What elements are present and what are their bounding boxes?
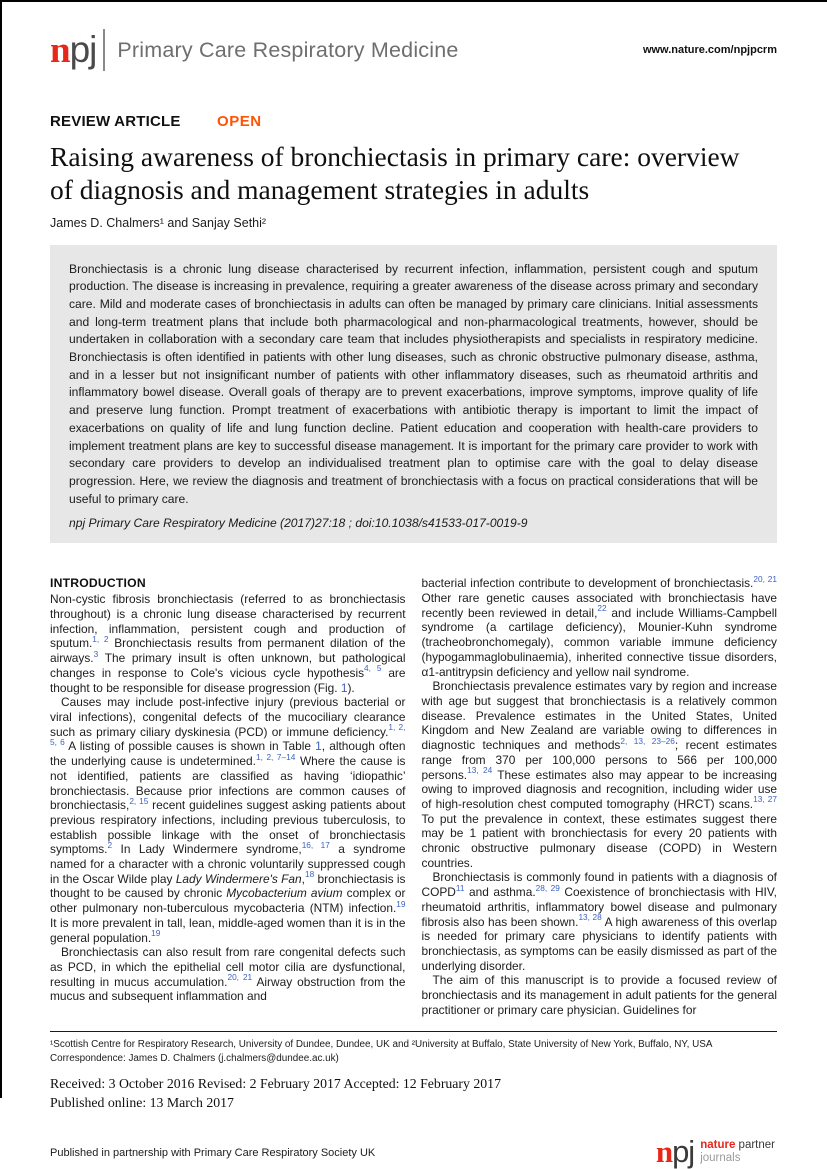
text-run: A listing of possible causes is shown in Table <box>64 739 316 754</box>
citation-ref-link[interactable]: 16, 17 <box>301 839 330 850</box>
partnership-line: Published in partnership with Primary Care Respiratory Society UK <box>50 1146 376 1159</box>
text-run: Airway obstruction from the mucus and subsequent inflammation and <box>50 974 406 1004</box>
text-run: and include Williams-Campbell syndrome (a cartilage deficiency), Mounier-Kuhn syndrome (tracheobronchomegaly), common variable immune deficiency (hypogammaglobulinaemia), inherited connective tissue disorders, α1-antitrypsin deficiency and yellow nail syndrome. <box>421 605 778 679</box>
citation-ref-link[interactable]: 20, 21 <box>753 573 777 584</box>
text-run: Non-cystic fibrosis bronchiectasis (referred to as bronchiectasis throughout) is a chronic lung disease characterised by recurrent infection, inflammation, persistent cough and production of sputum. <box>50 592 406 651</box>
received-dates-line: Received: 3 October 2016 Revised: 2 February 2017 Accepted: 12 February 2017 <box>50 1075 501 1091</box>
text-run: Where the cause is not identified, patients are classified as having ‘idiopathic’ bronchiectasis. Because prior infections are common causes of bronchiectasis, <box>50 754 406 813</box>
citation-ref-link[interactable]: 13, 24 <box>467 765 493 776</box>
paragraph <box>50 592 406 695</box>
cross-ref-link[interactable]: 1 <box>315 739 322 754</box>
column-left <box>50 576 406 1017</box>
journal-header <box>50 29 777 71</box>
footnote-rule <box>50 1031 777 1032</box>
citation-ref-link[interactable]: 11 <box>455 882 465 893</box>
journal-url-link[interactable]: www.nature.com/npjpcrm <box>642 44 777 56</box>
open-access-badge: OPEN <box>217 113 262 130</box>
affiliations: ¹Scottish Centre for Respiratory Research, University of Dundee, Dundee, UK and ²University at Buffalo, State University of New York, Buffalo, NY, USA <box>50 1039 713 1051</box>
citation-ref-link[interactable]: 19 <box>396 898 406 909</box>
text-run: It is more prevalent in tall, lean, middle-aged women than it is in the general population. <box>50 915 406 945</box>
text-run: complex or other pulmonary non-tuberculous mycobacteria (NTM) infection. <box>50 886 406 916</box>
authors-line: James D. Chalmers¹ and Sanjay Sethi² <box>50 215 267 230</box>
citation-ref-link[interactable]: 19 <box>151 928 161 939</box>
bottom-row <box>50 1133 777 1169</box>
text-run: , although often the underlying cause is undetermined. <box>50 739 406 769</box>
text-run: bronchiectasis is thought to be caused by chronic <box>50 871 406 901</box>
title-line-2: of diagnosis and management strategies in adults <box>50 174 590 206</box>
citation-ref-link[interactable]: 13, 28 <box>578 912 602 923</box>
text-run: Coexistence of bronchiectasis with HIV, rheumatoid arthritis, inflammatory bowel disease and pulmonary fibrosis also has been shown. <box>421 885 777 929</box>
text-run: Bronchiectasis prevalence estimates vary by region and increase with age but suggest that bronchiectasis is a relatively common disease. Prevalence estimates in the United States, United Kingdom and New Zealand are variable owing to differences in diagnostic techniques and methods <box>421 679 777 753</box>
text-run: In Lady Windermere syndrome, <box>112 842 302 857</box>
paragraph <box>422 973 778 1017</box>
abstract-box <box>50 245 777 544</box>
title-line-1: Raising awareness of bronchiectasis in primary care: overview <box>50 141 740 172</box>
published-online-line: Published online: 13 March 2017 <box>50 1094 234 1110</box>
text-run: These estimates also may appear to be increasing owing to improved diagnosis and recognition, including wider use of high-resolution chest computed tomography (HRCT) scans. <box>421 767 777 811</box>
text-run: bacterial infection contribute to development of bronchiectasis. <box>421 576 754 591</box>
citation-line <box>69 516 758 530</box>
paragraph <box>50 945 406 1004</box>
text-run: A high awareness of this overlap is needed for primary care physicians to identify patients with bronchiectasis, as symptoms can be easily dismissed as part of the underlying disorder. <box>421 914 777 973</box>
journal-name: Primary Care Respiratory Medicine <box>117 37 459 62</box>
abstract-text: Bronchiectasis is a chronic lung disease characterised by recurrent infection, inflammation, persistent cough and sputum production. The disease is increasing in prevalence, requiring a greater awareness of the disease across primary and secondary care. Mild and moderate cases of bronchiectasis in adults can often be managed by primary care clinicians. Initial assessments and long-term treatment plans that include both pharmacological and non-pharmacological treatments, however, should be undertaken in collaboration with a secondary care team that includes physiotherapists and specialists in respiratory medicine. Bronchiectasis is often identified in patients with other lung diseases, such as chronic obstructive pulmonary disease, asthma, and in a lesser but not insignificant number of patients with other inflammatory diseases, such as rheumatoid arthritis and inflammatory bowel disease. Overall goals of therapy are to prevent exacerbations, improve symptoms, improve quality of life and preserve lung function. Prompt treatment of exacerbations with antibiotic therapy is important to limit the impact of exacerbations on quality of life and lung function decline. Patient education and cooperation with health-care providers to implement treatment plans are key to successful disease management. It is important for the primary care provider to work with secondary care providers to develop an individualised treatment plan to optimise care with the goal to delay disease progression. Here, we review the diagnosis and treatment of bronchiectasis with a focus on practical considerations that will be useful to primary care. <box>69 261 758 506</box>
cross-ref-link[interactable]: 1 <box>340 680 348 695</box>
npj-partner-logo-wordmark <box>655 1133 695 1169</box>
text-run: ; recent estimates range from 370 per 100,000 persons to 566 per 100,000 persons. <box>421 738 777 782</box>
text-run: The aim of this manuscript is to provide a focused review of bronchiectasis and its management in adult patients for the general practitioner or primary care physician. Guidelines for <box>421 973 777 1017</box>
article-type-label: REVIEW ARTICLE <box>50 113 181 130</box>
text-run: and asthma. <box>464 885 536 900</box>
citation-ref-link[interactable]: 2, 15 <box>129 795 149 806</box>
npj-logo-pj: pj <box>69 29 97 70</box>
body-columns <box>50 573 778 1017</box>
npj-logo-n: n <box>50 30 70 71</box>
italic-text: Lady Windermere's Fan <box>175 871 302 886</box>
text-run: Bronchiectasis can also result from rare congenital defects such as PCD, in which the epithelial cell motor cilia are dysfunctional, resulting in mucus accumulation. <box>50 945 406 989</box>
npj-partner-logo <box>655 1133 775 1169</box>
citation-rest: (2017)27:18 ; doi:10.1038/s41533-017-0019-9 <box>276 516 528 531</box>
citation-ref-link[interactable]: 22 <box>597 603 607 614</box>
paragraphs-right <box>421 573 778 1017</box>
section-heading-introduction: INTRODUCTION <box>50 576 146 591</box>
paragraphs-left <box>50 592 406 1004</box>
paragraph <box>422 870 778 973</box>
citation-ref-link[interactable]: 28, 29 <box>535 882 560 893</box>
text-run: Bronchiectasis is commonly found in patients with a diagnosis of COPD <box>421 870 777 900</box>
citation-ref-link[interactable]: 20, 21 <box>227 972 253 983</box>
content <box>2 29 827 1169</box>
text-run: Other rare genetic causes associated with bronchiectasis have recently been reviewed in detail, <box>421 591 777 620</box>
correspondence-line: Correspondence: James D. Chalmers (j.chalmers@dundee.ac.uk) <box>50 1053 339 1065</box>
citation-ref-link[interactable]: 2 <box>107 839 113 850</box>
text-run: are thought to be responsible for disease progression (Fig. <box>50 665 406 695</box>
kicker-row <box>50 113 777 131</box>
paragraph <box>421 573 778 679</box>
italic-text: Mycobacterium avium <box>226 886 343 901</box>
paragraph <box>50 695 406 945</box>
citation-ref-link[interactable]: 4, 5 <box>364 663 382 674</box>
text-run: To put the prevalence in context, these estimates suggest there may be 1 patient with bronchiectasis for every 20 patients with chronic obstructive pulmonary disease (COPD) in Western countries. <box>421 811 777 870</box>
text-run: , <box>301 871 305 886</box>
logo-divider <box>103 29 105 71</box>
text-run: Bronchiectasis results from permanent dilation of the airways. <box>50 636 406 666</box>
text-run: a syndrome named for a character with a chronic voluntarily suppressed cough in the Oscar Wilde play <box>50 842 406 886</box>
paragraph <box>422 679 778 870</box>
text-run: ). <box>347 680 355 695</box>
npj-logo-journals: journals <box>700 1151 741 1164</box>
npj-logo-partner: partner <box>735 1138 775 1151</box>
column-right <box>421 573 778 1017</box>
npj-partner-logo-pj: pj <box>672 1133 695 1169</box>
text-run: The primary insult is often unknown, but pathological changes in response to Cole's vicious cycle hypothesis <box>50 651 406 680</box>
npj-partner-logo-text <box>700 1139 775 1165</box>
page-title <box>50 140 777 207</box>
citation-journal: npj Primary Care Respiratory Medicine <box>69 516 277 531</box>
citation-ref-link[interactable]: 13, 27 <box>753 794 777 805</box>
citation-ref-link[interactable]: 1, 2, 5, 6 <box>50 722 406 747</box>
npj-partner-logo-line1 <box>700 1139 775 1151</box>
footnote-area <box>50 1031 777 1110</box>
npj-logo <box>50 31 96 69</box>
citation-ref-link[interactable]: 1, 2 <box>92 634 109 645</box>
citation-ref-link[interactable]: 1, 2, 7–14 <box>255 751 296 762</box>
text-run: recent guidelines suggest asking patients about previous respiratory infections, including previous tuberculosis, to establish possible linkage with the onset of bronchiectasis symptoms. <box>50 798 406 857</box>
citation-ref-link[interactable]: 18 <box>304 869 315 880</box>
citation-ref-link[interactable]: 2, 13, 23–26 <box>620 735 675 746</box>
citation-ref-link[interactable]: 3 <box>93 648 99 659</box>
text-run: Causes may include post-infective injury (previous bacterial or viral infections), congenital defects of the mucociliary clearance such as primary ciliary dyskinesia (PCD) or immune deficiency. <box>50 695 406 739</box>
npj-logo-nature: nature <box>700 1138 736 1151</box>
npj-partner-logo-n: n <box>655 1133 673 1169</box>
